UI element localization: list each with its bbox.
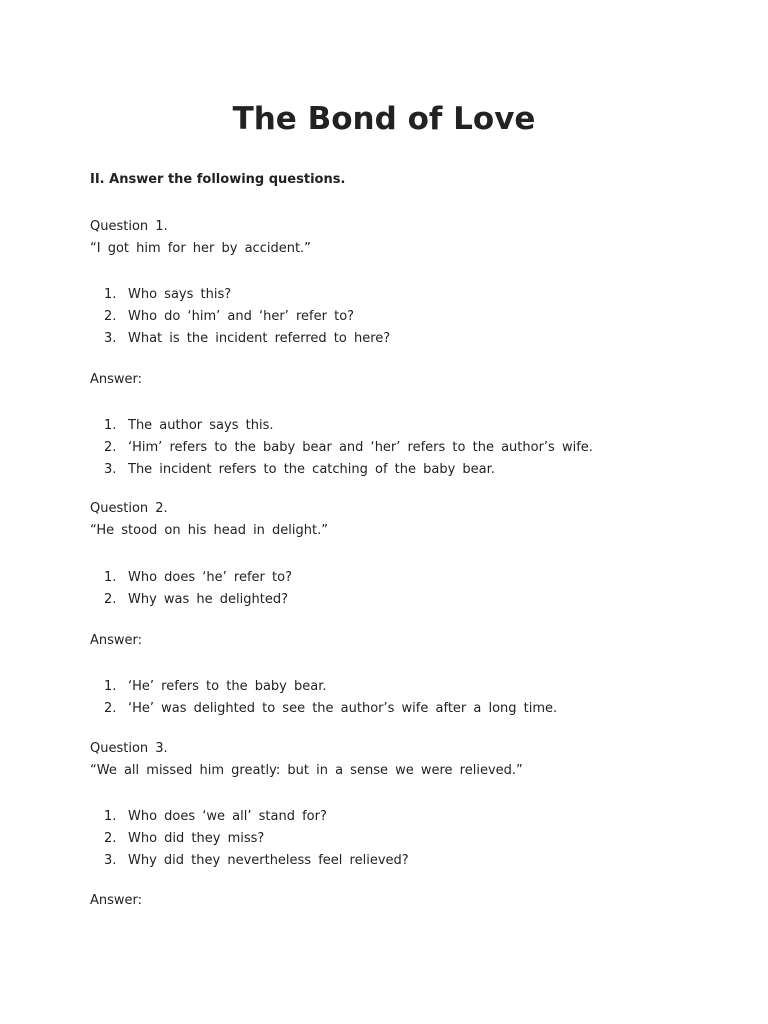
list-item-text: Who does ‘we all’ stand for?	[128, 809, 327, 824]
section-heading: II. Answer the following questions.	[90, 172, 346, 187]
list-item-text: Who does ‘he’ refer to?	[128, 570, 292, 585]
list-item-number: 3.	[104, 462, 117, 477]
list-item-number: 3.	[104, 853, 117, 868]
question-3-answer-label: Answer:	[90, 893, 143, 908]
list-item	[90, 676, 557, 698]
list-item-number: 1.	[104, 679, 117, 694]
question-1-answer-label: Answer:	[90, 372, 143, 387]
list-item	[90, 306, 390, 328]
question-3-block	[90, 738, 523, 782]
question-2-block	[90, 498, 328, 542]
list-item	[90, 437, 593, 459]
list-item-text: Who do ‘him’ and ‘her’ refer to?	[128, 309, 355, 324]
list-item-number: 2.	[104, 701, 117, 716]
list-item-text: ‘Him’ refers to the baby bear and ‘her’ refers to the author’s wife.	[128, 440, 593, 455]
list-item	[90, 415, 593, 437]
list-item-text: Why did they nevertheless feel relieved?	[128, 853, 409, 868]
page-title: The Bond of Love	[232, 101, 536, 137]
list-item-number: 2.	[104, 831, 117, 846]
list-item-text: The author says this.	[128, 418, 274, 433]
list-item-number: 1.	[104, 570, 117, 585]
list-item-number: 1.	[104, 809, 117, 824]
list-item	[90, 698, 557, 720]
question-3-label: Question 3.	[90, 741, 168, 756]
list-item	[90, 328, 390, 350]
list-item-text: Who did they miss?	[128, 831, 265, 846]
question-2-answers	[90, 676, 557, 720]
question-3-quote: “We all missed him greatly: but in a sense we were relieved.”	[90, 763, 523, 778]
question-1-label: Question 1.	[90, 219, 168, 234]
list-item-number: 2.	[104, 592, 117, 607]
list-item-text: What is the incident referred to here?	[128, 331, 391, 346]
list-item	[90, 806, 409, 828]
question-1-quote: “I got him for her by accident.”	[90, 241, 311, 256]
list-item-text: Who says this?	[128, 287, 232, 302]
list-item	[90, 850, 409, 872]
list-item-number: 3.	[104, 331, 117, 346]
list-item-number: 1.	[104, 287, 117, 302]
question-2-sub-questions	[90, 567, 292, 611]
list-item-number: 2.	[104, 440, 117, 455]
list-item-text: Why was he delighted?	[128, 592, 289, 607]
question-3-sub-questions	[90, 806, 409, 872]
list-item	[90, 459, 593, 481]
list-item-number: 1.	[104, 418, 117, 433]
question-2-quote: “He stood on his head in delight.”	[90, 523, 328, 538]
list-item	[90, 567, 292, 589]
list-item-text: ‘He’ was delighted to see the author’s wife after a long time.	[128, 701, 558, 716]
list-item-number: 2.	[104, 309, 117, 324]
list-item	[90, 589, 292, 611]
question-1-answers	[90, 415, 593, 481]
list-item	[90, 284, 390, 306]
question-1-block	[90, 216, 311, 260]
question-1-sub-questions	[90, 284, 390, 350]
list-item-text: The incident refers to the catching of the baby bear.	[128, 462, 495, 477]
list-item	[90, 828, 409, 850]
question-2-label: Question 2.	[90, 501, 168, 516]
list-item-text: ‘He’ refers to the baby bear.	[128, 679, 327, 694]
question-2-answer-label: Answer:	[90, 633, 143, 648]
